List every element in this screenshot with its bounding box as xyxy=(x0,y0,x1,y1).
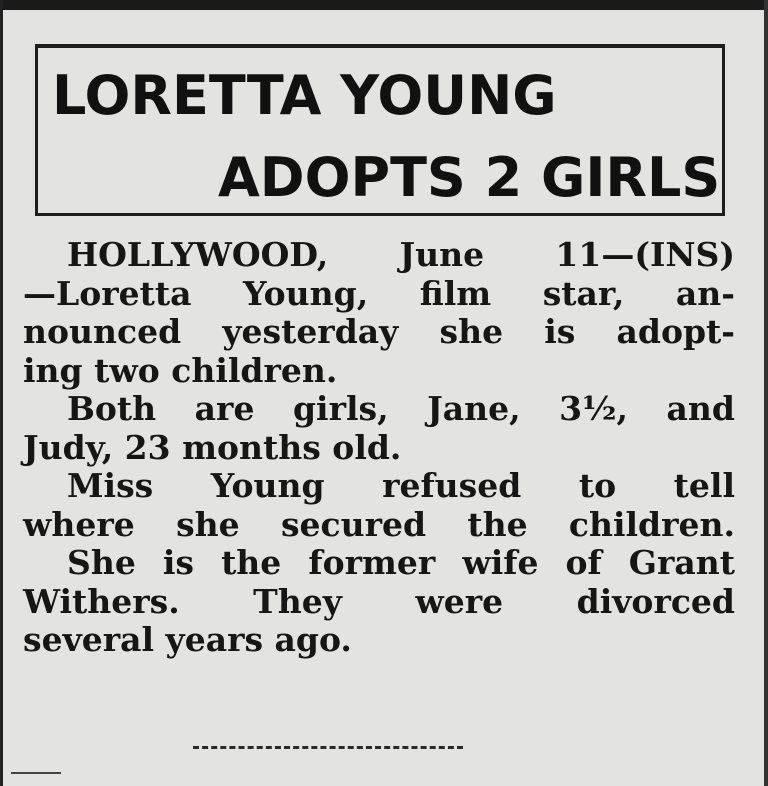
article-body xyxy=(23,236,735,660)
article-line: HOLLYWOOD, June 11—(INS) xyxy=(67,235,735,274)
article-line: several years ago. xyxy=(23,620,352,659)
bottom-rule xyxy=(193,746,463,749)
article-line: Judy, 23 months old. xyxy=(23,427,402,467)
article-line: Both are girls, Jane, 3½, and xyxy=(67,389,735,428)
article-line: —Loretta Young, film star, an- xyxy=(23,273,735,313)
article-line: Withers. They were divorced xyxy=(23,581,735,621)
article-line: Miss Young refused to tell xyxy=(67,466,735,505)
headline-line-1: LORETTA YOUNG xyxy=(52,64,557,127)
article-line: nounced yesterday she is adopt- xyxy=(23,312,735,351)
headline-line-2: ADOPTS 2 GIRLS xyxy=(218,146,721,209)
article-line: where she secured the children. xyxy=(23,504,735,544)
corner-mark xyxy=(11,772,61,774)
article-line: ing two children. xyxy=(23,350,338,390)
top-rule xyxy=(3,0,768,10)
headline-box xyxy=(35,44,725,216)
article-line: She is the former wife of Grant xyxy=(67,543,735,582)
